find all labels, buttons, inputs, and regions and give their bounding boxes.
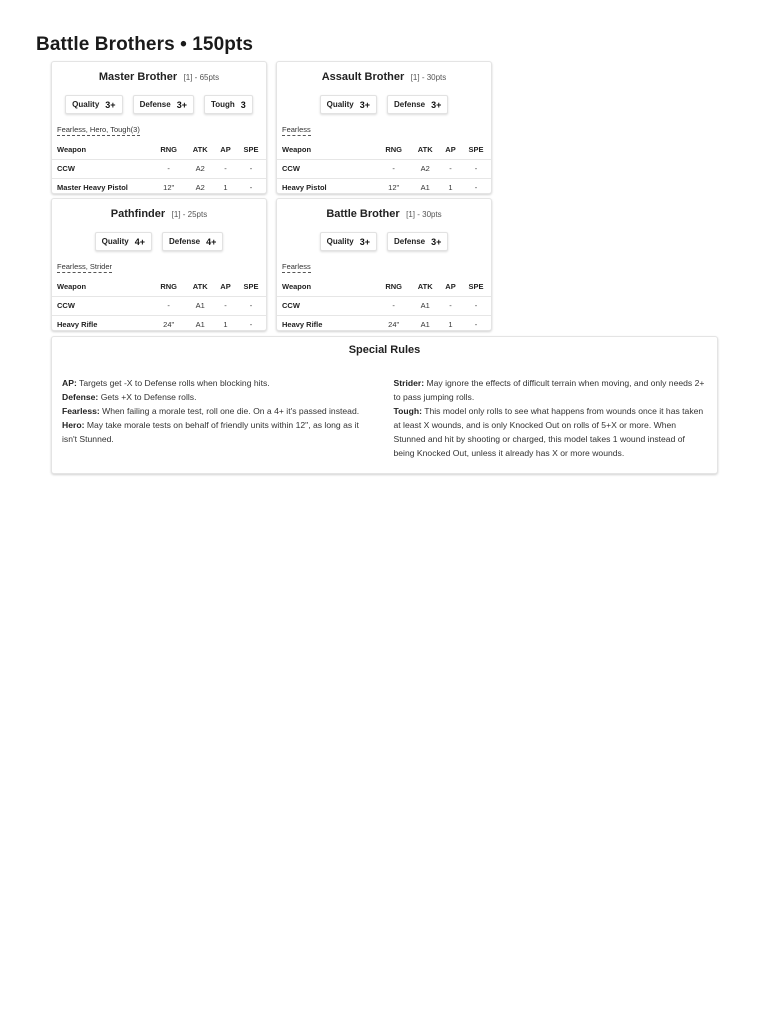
weapon-spe: - (461, 296, 491, 315)
stat-quality (320, 95, 377, 114)
rule-text: May ignore the effects of difficult terrain when moving, and only needs 2+ to pass jumping rolls. (393, 378, 705, 402)
weapon-ap: 1 (215, 315, 236, 334)
weapon-spe: - (236, 296, 266, 315)
table-row (52, 315, 266, 334)
weapon-spe: - (236, 159, 266, 178)
col-header: Weapon (282, 282, 312, 292)
rule-text: Targets get -X to Defense rolls when blocking hits. (79, 378, 270, 388)
table-row (277, 159, 491, 178)
unit-rules (57, 125, 266, 136)
unit-name: Assault Brother (321, 71, 405, 83)
unit-header (277, 205, 491, 221)
stat-label: Quality (72, 100, 100, 109)
weapons-table (52, 278, 266, 334)
weapon-ap: - (440, 159, 461, 178)
unit-rules (282, 262, 491, 273)
weapons-table (277, 141, 491, 197)
rule-text: This model only rolls to see what happens from wounds once it has taken at least X wounds, and is only Knocked Out on rolls of 5+X or more. When Stunned and hit by shooting or charged, this model takes 1 wound instead of being Knocked Out, unless it already has X or more wounds. (393, 406, 704, 458)
weapon-ap: - (215, 296, 236, 315)
stat-row (52, 232, 266, 252)
unit-name: Master Brother (98, 71, 178, 83)
table-row (52, 178, 266, 197)
col-header: Weapon (57, 145, 87, 155)
weapon-name: Heavy Rifle (277, 315, 377, 334)
stat-label: Tough (210, 100, 235, 109)
col-header: AP (445, 282, 456, 292)
rule-name: Hero: (62, 420, 85, 430)
unit-card-assault-brother (276, 61, 492, 194)
weapon-name: Heavy Rifle (52, 315, 152, 334)
weapons-table (52, 141, 266, 197)
stat-label: Quality (326, 237, 354, 246)
unit-rules-text: Fearless, Hero, Tough(3) (57, 125, 140, 134)
weapon-atk: A1 (185, 315, 215, 334)
weapon-spe: - (461, 315, 491, 334)
weapon-ap: - (440, 296, 461, 315)
stat-value: 3+ (105, 99, 116, 110)
weapon-spe: - (236, 178, 266, 197)
rule-entry-tough (394, 404, 708, 460)
weapon-ap: 1 (440, 178, 461, 197)
col-header: AP (220, 282, 231, 292)
weapon-name: Heavy Pistol (277, 178, 377, 197)
unit-card-pathfinder (51, 198, 267, 331)
weapon-name: Master Heavy Pistol (52, 178, 152, 197)
weapon-atk: A1 (410, 315, 440, 334)
stat-value: 3 (240, 99, 246, 110)
weapon-atk: A2 (185, 178, 215, 197)
rule-entry-strider (394, 376, 708, 404)
unit-meta: [1] - 65pts (183, 73, 220, 82)
col-header: RNG (160, 282, 178, 292)
rule-text: May take morale tests on behalf of friendly units within 12", as long as it isn't Stunned. (62, 420, 359, 444)
weapon-ap: - (215, 159, 236, 178)
unit-header (52, 68, 266, 84)
weapon-atk: A1 (410, 178, 440, 197)
stat-tough (204, 95, 253, 114)
table-header-row (52, 141, 266, 159)
weapon-name: CCW (52, 159, 152, 178)
table-header-row (277, 141, 491, 159)
weapon-atk: A1 (185, 296, 215, 315)
stat-defense (387, 232, 448, 251)
unit-header (277, 68, 491, 84)
col-header: SPE (243, 282, 259, 292)
special-rules-left (62, 376, 376, 460)
weapon-rng: 12" (377, 178, 410, 197)
stat-label: Quality (101, 237, 129, 246)
col-header: RNG (385, 282, 403, 292)
stat-value: 3+ (431, 236, 442, 247)
weapon-name: CCW (52, 296, 152, 315)
weapon-rng: 24" (377, 315, 410, 334)
col-header: ATK (417, 282, 433, 292)
weapon-rng: 12" (152, 178, 185, 197)
weapon-rng: - (152, 296, 185, 315)
rule-name: Fearless: (62, 406, 100, 416)
weapon-atk: A1 (410, 296, 440, 315)
stat-quality (320, 232, 377, 251)
stat-label: Defense (394, 100, 426, 109)
stat-quality (65, 95, 122, 114)
stat-row (277, 95, 491, 115)
weapon-rng: - (377, 296, 410, 315)
rule-entry-hero (62, 418, 376, 446)
rule-text: When failing a morale test, roll one die. On a 4+ it's passed instead. (102, 406, 360, 416)
unit-meta: [1] - 25pts (171, 210, 208, 219)
weapon-spe: - (461, 159, 491, 178)
stat-label: Quality (326, 100, 354, 109)
stat-defense (387, 95, 448, 114)
stat-quality (95, 232, 152, 251)
stat-label: Defense (169, 237, 201, 246)
weapon-name: CCW (277, 296, 377, 315)
rule-name: Strider: (393, 378, 425, 388)
special-rules-card (51, 336, 718, 474)
weapon-spe: - (236, 315, 266, 334)
col-header: ATK (417, 145, 433, 155)
rule-name: AP: (62, 378, 77, 388)
col-header: AP (445, 145, 456, 155)
weapon-rng: 24" (152, 315, 185, 334)
col-header: Weapon (57, 282, 87, 292)
unit-rules-text: Fearless (282, 262, 311, 271)
stat-value: 3+ (431, 99, 442, 110)
unit-rules-text: Fearless (282, 125, 311, 134)
unit-rules (57, 262, 266, 273)
stat-row (52, 95, 266, 115)
stat-value: 3+ (359, 99, 370, 110)
unit-rules-text: Fearless, Strider (57, 262, 113, 271)
weapon-ap: 1 (215, 178, 236, 197)
special-rules-right (394, 376, 708, 460)
col-header: Weapon (282, 145, 312, 155)
stat-value: 3+ (359, 236, 370, 247)
col-header: SPE (468, 145, 484, 155)
special-rules-title: Special Rules (348, 344, 421, 356)
stat-defense (162, 232, 223, 251)
unit-meta: [1] - 30pts (406, 210, 442, 219)
rule-text: Gets +X to Defense rolls. (100, 392, 197, 402)
rule-name: Tough: (393, 406, 422, 416)
stat-value: 4+ (134, 236, 145, 247)
unit-meta: [1] - 30pts (410, 73, 447, 82)
col-header: AP (220, 145, 231, 155)
table-header-row (277, 278, 491, 296)
weapon-name: CCW (277, 159, 377, 178)
unit-card-battle-brother (276, 198, 492, 331)
weapon-ap: 1 (440, 315, 461, 334)
rule-name: Defense: (62, 392, 99, 402)
weapon-atk: A2 (410, 159, 440, 178)
col-header: ATK (192, 145, 208, 155)
rule-entry-defense (62, 390, 376, 404)
col-header: RNG (385, 145, 403, 155)
special-rules-columns (52, 376, 717, 460)
unit-card-master-brother (51, 61, 267, 194)
stat-label: Defense (394, 237, 426, 246)
table-row (52, 159, 266, 178)
rule-entry-ap (62, 376, 376, 390)
table-row (277, 315, 491, 334)
stat-row (277, 232, 491, 252)
weapon-atk: A2 (185, 159, 215, 178)
weapons-table (277, 278, 491, 334)
col-header: SPE (243, 145, 259, 155)
stat-defense (133, 95, 194, 114)
stat-value: 4+ (206, 236, 217, 247)
col-header: RNG (160, 145, 178, 155)
table-row (277, 178, 491, 197)
unit-header (52, 205, 266, 221)
weapon-rng: - (152, 159, 185, 178)
weapon-rng: - (377, 159, 410, 178)
rule-entry-fearless (62, 404, 376, 418)
unit-name: Pathfinder (110, 208, 166, 220)
stat-label: Defense (139, 100, 171, 109)
stat-value: 3+ (176, 99, 187, 110)
table-row (52, 296, 266, 315)
page-title: Battle Brothers • 150pts (36, 34, 254, 55)
col-header: ATK (192, 282, 208, 292)
unit-rules (282, 125, 491, 136)
weapon-spe: - (461, 178, 491, 197)
table-header-row (52, 278, 266, 296)
unit-name: Battle Brother (326, 208, 400, 220)
table-row (277, 296, 491, 315)
col-header: SPE (468, 282, 484, 292)
